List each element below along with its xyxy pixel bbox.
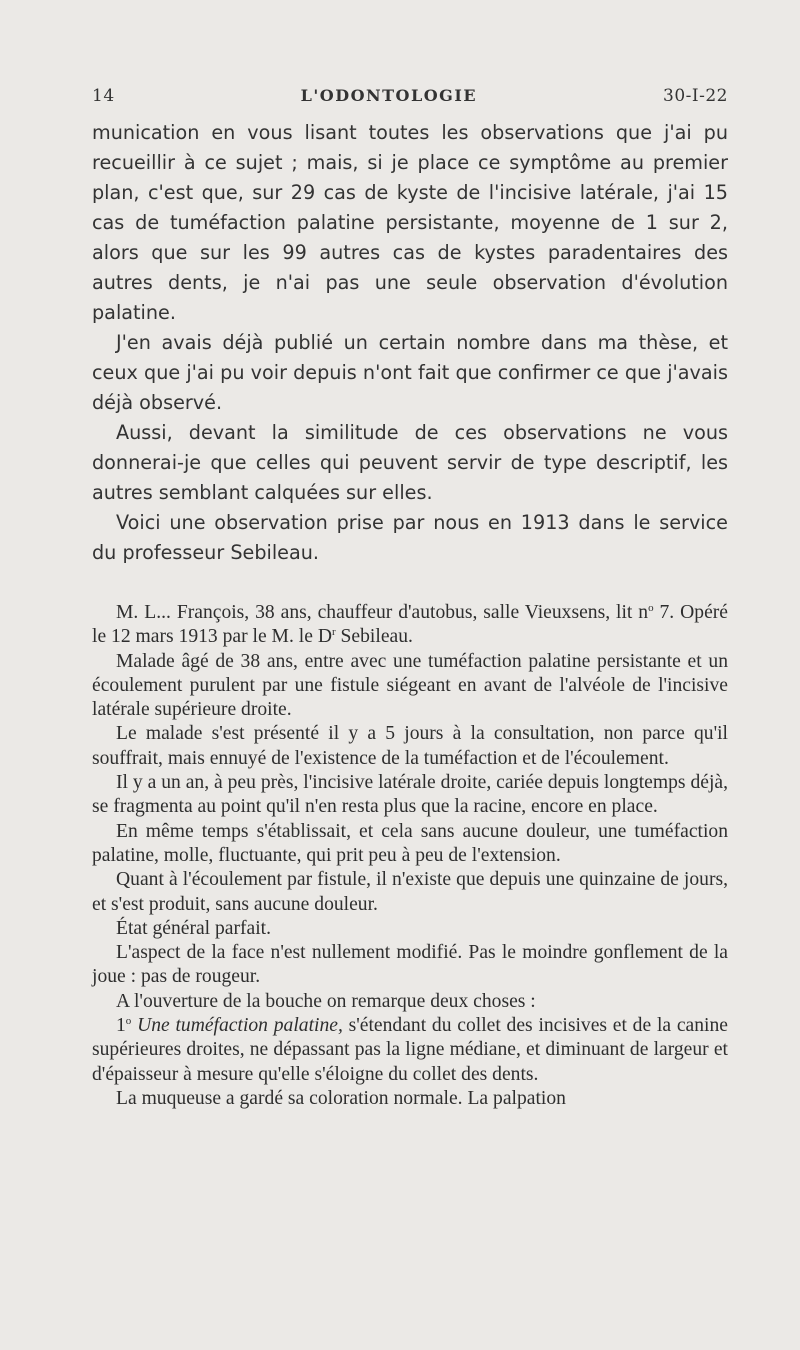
observation-paragraph: Le malade s'est présenté il y a 5 jours à la consultation, non parce qu'il souffrait, mais ennuyé de l'existence de la tuméfaction et de l'écoulement. [92, 723, 728, 769]
issue-date: 30-I-22 [663, 86, 728, 106]
section-gap [92, 568, 728, 601]
journal-title: L'ODONTOLOGIE [300, 86, 478, 105]
observation-paragraph: Malade âgé de 38 ans, entre avec une tuméfaction palatine persistante et un écoulement purulent par une fistule siégeant en avant de l'alvéole de l'incisive latérale supérieure droite. [92, 650, 728, 721]
observation-list-item: 1$^o$ Une tuméfaction palatine, s'étendant du collet des incisives et de la canine supérieures droites, ne dépassant pas la ligne médiane, et diminuant de largeur et d'épaisseur à mesure qu'elle s'éloigne du collet des dents. [92, 1015, 728, 1085]
running-header [92, 86, 728, 116]
book-page [92, 86, 728, 1111]
observation-paragraph: État général parfait. [116, 917, 272, 939]
observation-heading: M. L... François, 38 ans, chauffeur d'autobus, salle Vieuxsens, lit $n^o$ 7. Opéré le 12 mars 1913 par le M. le $D^r$ Sebileau. [92, 602, 728, 648]
paragraph: Aussi, devant la similitude de ces observations ne vous donnerai-je que celles qui peuvent servir de type descriptif, les autres semblant calquées sur elles. [92, 421, 728, 504]
page-number: 14 [92, 86, 115, 106]
paragraph-continuation: munication en vous lisant toutes les observations que j'ai pu recueillir à ce sujet ; mais, si je place ce symptôme au premier plan, c'est que, sur 29 cas de kyste de l'incisive latérale, j'ai 15 cas de tuméfaction palatine persistante, moyenne de 1 sur 2, alors que sur les 99 autres cas de kystes paradentaires des autres dents, je n'ai pas une seule observation d'évolution palatine. [92, 121, 728, 324]
observation-paragraph: Il y a un an, à peu près, l'incisive latérale droite, cariée depuis longtemps déjà, se fragmenta au point qu'il n'en resta plus que la racine, encore en place. [92, 772, 728, 818]
observation-block [92, 601, 728, 1111]
paragraph: Voici une observation prise par nous en 1913 dans le service du professeur Sebileau. [92, 511, 728, 564]
main-text [92, 118, 728, 568]
observation-paragraph: En même temps s'établissait, et cela sans aucune douleur, une tuméfaction palatine, molle, fluctuante, qui prit peu à peu de l'extension. [92, 820, 728, 866]
observation-paragraph: La muqueuse a gardé sa coloration normale. La palpation [116, 1087, 566, 1109]
observation-paragraph: L'aspect de la face n'est nullement modifié. Pas le moindre gonflement de la joue : pas de rougeur. [92, 942, 728, 988]
observation-paragraph: Quant à l'écoulement par fistule, il n'existe que depuis une quinzaine de jours, et s'est produit, sans aucune douleur. [92, 869, 728, 915]
paragraph: J'en avais déjà publié un certain nombre dans ma thèse, et ceux que j'ai pu voir depuis n'ont fait que confirmer ce que j'avais déjà observé. [92, 331, 728, 414]
observation-paragraph: A l'ouverture de la bouche on remarque deux choses : [116, 990, 536, 1012]
